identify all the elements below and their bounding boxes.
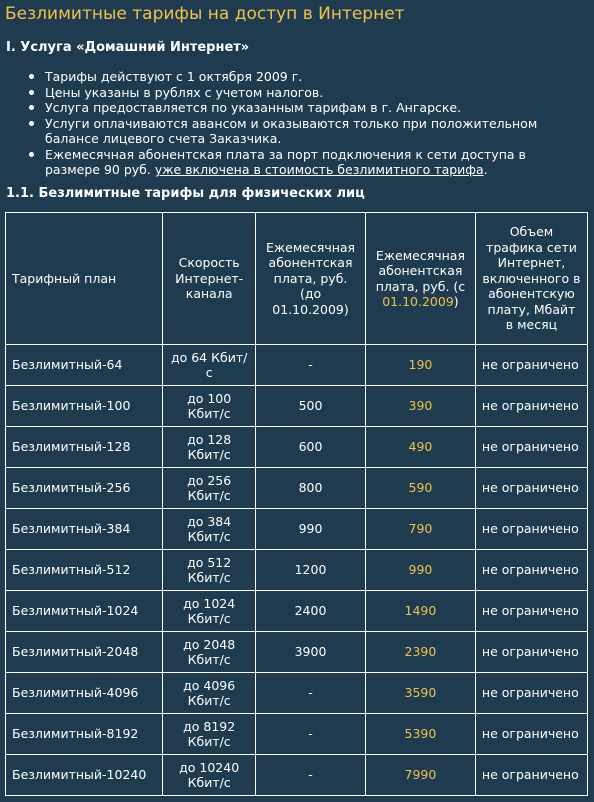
header-plan: Тарифный план (6, 213, 162, 344)
cell-plan: Безлимитный-2048 (6, 632, 162, 672)
table-header-row (6, 213, 587, 344)
cell-new-fee: 590 (366, 468, 475, 508)
cell-speed: до 2048 Кбит/с (163, 632, 255, 672)
header-new-fee (366, 213, 475, 344)
cell-new-fee: 1490 (366, 591, 475, 631)
cell-new-fee: 490 (366, 427, 475, 467)
cell-new-fee: 7990 (366, 755, 475, 795)
info-list (29, 69, 584, 178)
cell-old-fee: - (256, 755, 365, 795)
cell-plan: Безлимитный-512 (6, 550, 162, 590)
cell-plan: Безлимитный-10240 (6, 755, 162, 795)
header-speed: Скорость Интернет-канала (163, 213, 255, 344)
list-item (29, 100, 584, 116)
cell-new-fee: 2390 (366, 632, 475, 672)
section-title: I. Услуга «Домашний Интернет» (6, 40, 250, 55)
table-row (6, 550, 587, 590)
cell-plan: Безлимитный-64 (6, 345, 162, 385)
bullet-icon (29, 90, 34, 95)
table-row (6, 755, 587, 795)
list-item-text: Услуга предоставляется по указанным тарифам в г. Ангарске. (45, 100, 462, 115)
list-item (29, 85, 584, 101)
table-row (6, 673, 587, 713)
cell-old-fee: 2400 (256, 591, 365, 631)
list-item-text: Цены указаны в рублях с учетом налогов. (45, 84, 324, 100)
cell-speed: до 64 Кбит/с (163, 345, 255, 385)
cell-old-fee: 500 (256, 386, 365, 426)
cell-new-fee: 3590 (366, 673, 475, 713)
list-item (29, 116, 584, 147)
cell-plan: Безлимитный-256 (6, 468, 162, 508)
cell-old-fee: - (256, 673, 365, 713)
table-row (6, 386, 587, 426)
cell-traffic: не ограничено (476, 386, 587, 426)
cell-traffic: не ограничено (476, 632, 587, 672)
cell-speed: до 4096 Кбит/с (163, 673, 255, 713)
cell-traffic: не ограничено (476, 673, 587, 713)
tariff-table (5, 212, 588, 796)
cell-new-fee: 190 (366, 345, 475, 385)
header-traffic: Объем трафика сети Интернет, включенного в абонентскую плату, Мбайт в месяц (476, 213, 587, 344)
cell-speed: до 512 Кбит/с (163, 550, 255, 590)
cell-plan: Безлимитный-4096 (6, 673, 162, 713)
page-title: Безлимитные тарифы на доступ в Интернет (5, 4, 405, 24)
tariff-included-link[interactable]: уже включена в стоимость безлимитного тарифа (154, 162, 484, 177)
table-row (6, 632, 587, 672)
cell-new-fee: 790 (366, 509, 475, 549)
cell-old-fee: 990 (256, 509, 365, 549)
cell-traffic: не ограничено (476, 345, 587, 385)
cell-speed: до 128 Кбит/с (163, 427, 255, 467)
list-item (29, 69, 584, 85)
cell-old-fee: 3900 (256, 632, 365, 672)
cell-speed: до 10240 Кбит/с (163, 755, 255, 795)
table-row (6, 468, 587, 508)
table-row (6, 345, 587, 385)
list-item-text: Тарифы действуют с 1 октября 2009 г. (45, 69, 303, 84)
cell-new-fee: 990 (366, 550, 475, 590)
cell-new-fee: 390 (366, 386, 475, 426)
bullet-icon (29, 74, 34, 79)
cell-plan: Безлимитный-128 (6, 427, 162, 467)
cell-speed: до 100 Кбит/с (163, 386, 255, 426)
cell-speed: до 1024 Кбит/с (163, 591, 255, 631)
cell-traffic: не ограничено (476, 714, 587, 754)
cell-speed: до 256 Кбит/с (163, 468, 255, 508)
cell-new-fee: 5390 (366, 714, 475, 754)
cell-traffic: не ограничено (476, 468, 587, 508)
cell-plan: Безлимитный-1024 (6, 591, 162, 631)
bullet-icon (29, 105, 34, 110)
cell-plan: Безлимитный-8192 (6, 714, 162, 754)
cell-speed: до 8192 Кбит/с (163, 714, 255, 754)
table-row (6, 714, 587, 754)
header-new-fee-prefix: Ежемесячная абонентская плата, руб. (с (375, 247, 466, 294)
list-item (29, 147, 584, 178)
list-item-text: Ежемесячная абонентская плата за порт подключения к сети доступа в размере 90 руб. (45, 146, 526, 177)
cell-old-fee: 1200 (256, 550, 365, 590)
cell-traffic: не ограничено (476, 509, 587, 549)
list-item-text: Услуги оплачиваются авансом и оказываются только при положительном балансе лицевого счета Заказчика. (45, 115, 538, 146)
subsection-title: 1.1. Безлимитные тарифы для физических лиц (6, 186, 365, 201)
cell-traffic: не ограничено (476, 427, 587, 467)
bullet-icon (29, 152, 34, 157)
list-item-text-end: . (483, 162, 488, 177)
cell-traffic: не ограничено (476, 591, 587, 631)
cell-plan: Безлимитный-100 (6, 386, 162, 426)
table-row (6, 509, 587, 549)
table-row (6, 427, 587, 467)
cell-old-fee: 800 (256, 468, 365, 508)
cell-old-fee: - (256, 345, 365, 385)
cell-plan: Безлимитный-384 (6, 509, 162, 549)
header-old-fee: Ежемесячная абонентская плата, руб. (до 01.10.2009) (256, 213, 365, 344)
table-row (6, 591, 587, 631)
cell-traffic: не ограничено (476, 755, 587, 795)
header-new-fee-date: 01.10.2009 (382, 294, 454, 309)
cell-speed: до 384 Кбит/с (163, 509, 255, 549)
cell-traffic: не ограничено (476, 550, 587, 590)
header-new-fee-suffix: ) (453, 294, 459, 309)
cell-old-fee: 600 (256, 427, 365, 467)
cell-old-fee: - (256, 714, 365, 754)
bullet-icon (29, 121, 34, 126)
